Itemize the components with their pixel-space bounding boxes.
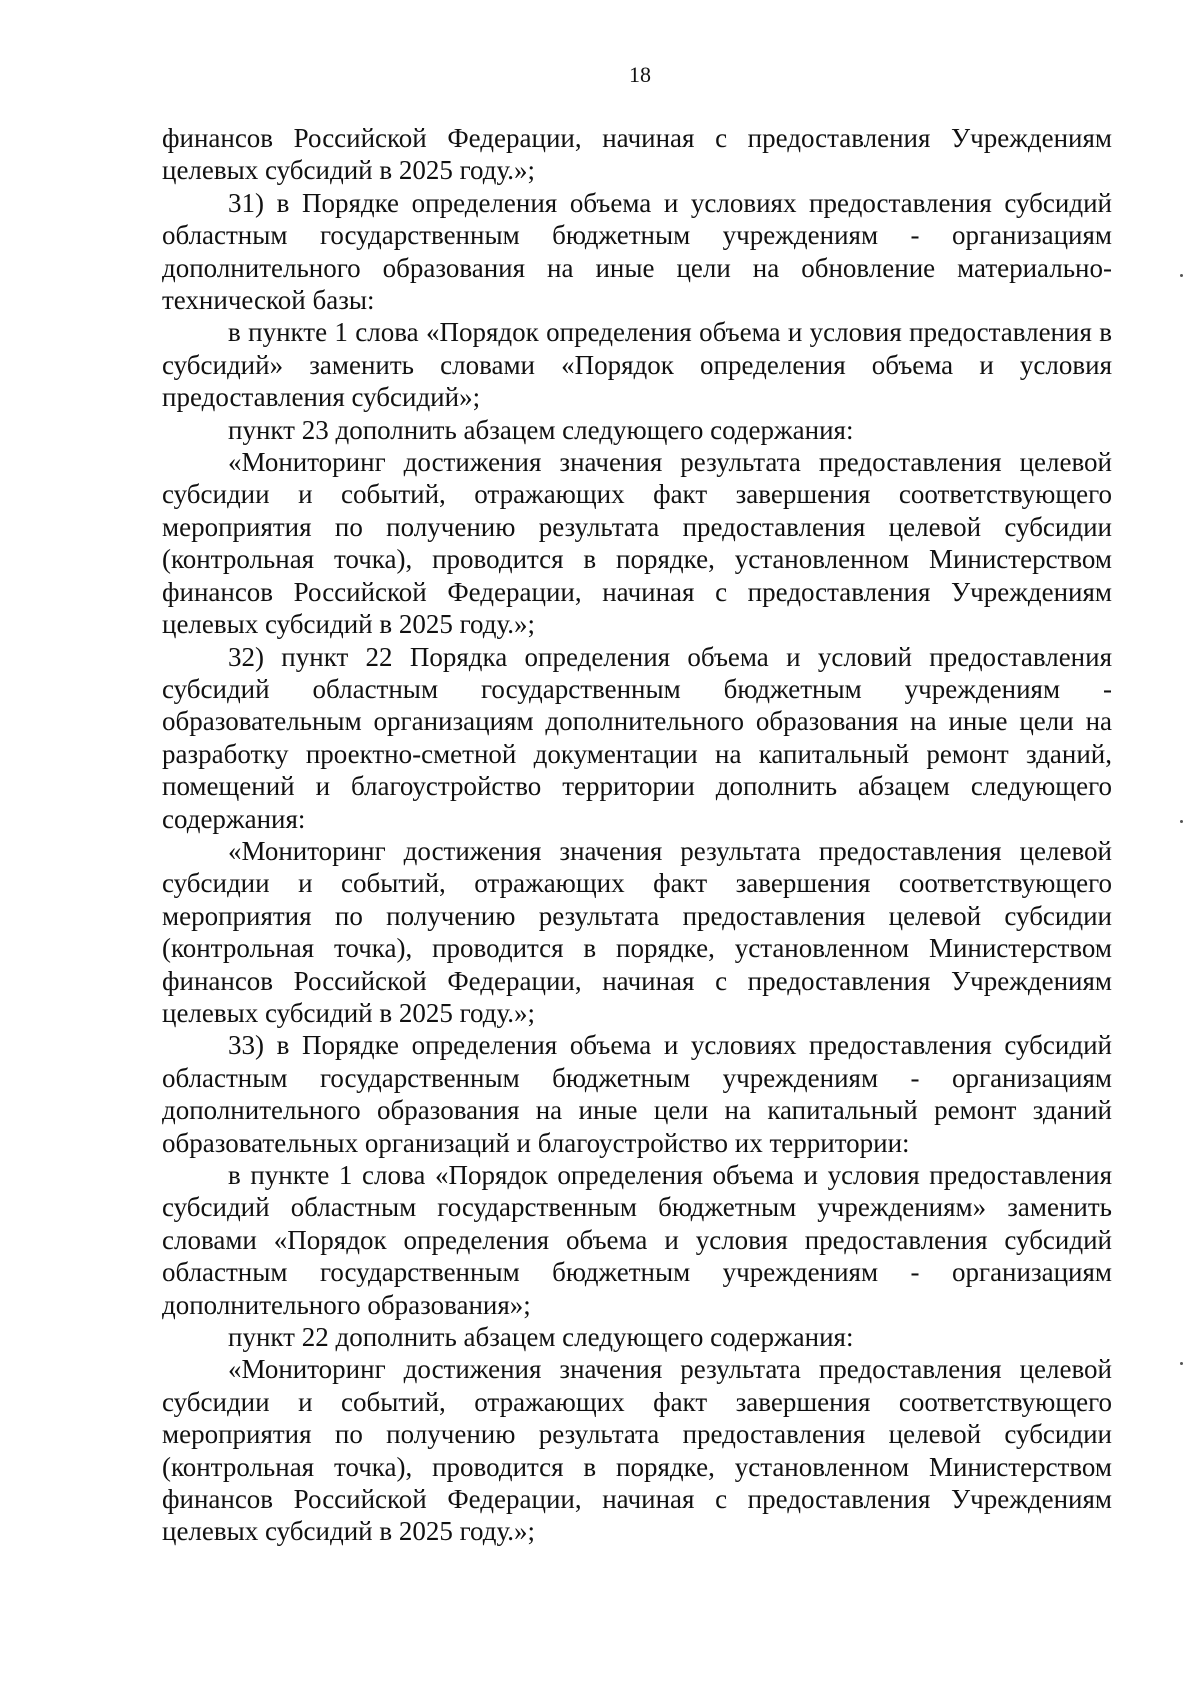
scan-speck — [1180, 274, 1183, 277]
paragraph-monitoring-quote-3: «Мониторинг достижения значения результата предоставления целевой субсидии и событий, отражающих факт завершения соответствующего мероприятия по получению результата предоставления целевой субсидии (контрольная точка), проводится в порядке, установленном Министерством финансов Российской Федерации, начиная с предоставления Учреждениям целевых субсидий в 2025 году.»; — [162, 1354, 1112, 1547]
paragraph-item-33-point-1: в пункте 1 слова «Порядок определения объема и условия предоставления субсидий областным государственным бюджетным учреждениям» заменить словами «Порядок определения объема и условия предоставления субсидий областным государственным бюджетным учреждениям - организациям дополнительного образования»; — [162, 1160, 1112, 1320]
paragraph-monitoring-quote-1: «Мониторинг достижения значения результата предоставления целевой субсидии и событий, отражающих факт завершения соответствующего мероприятия по получению результата предоставления целевой субсидии (контрольная точка), проводится в порядке, установленном Министерством финансов Российской Федерации, начиная с предоставления Учреждениям целевых субсидий в 2025 году.»; — [162, 447, 1112, 640]
paragraph-item-33: 33) в Порядке определения объема и условиях предоставления субсидий областным государственным бюджетным учреждениям - организациям дополнительного образования на иные цели на капитальный ремонт зданий образовательных организаций и благоустройство их территории: — [162, 1030, 1112, 1158]
paragraph-item-31-point-1: в пункте 1 слова «Порядок определения объема и условия предоставления в субсидий» заменить словами «Порядок определения объема и условия предоставления субсидий»; — [162, 317, 1112, 413]
scan-speck — [1180, 820, 1183, 823]
document-body — [162, 122, 1112, 1548]
paragraph-continuation: финансов Российской Федерации, начиная с предоставления Учреждениям целевых субсидий в 2025 году.»; — [162, 123, 1112, 186]
paragraph-item-33-point-22: пункт 22 дополнить абзацем следующего содержания: — [228, 1322, 854, 1353]
paragraph-item-31-point-23: пункт 23 дополнить абзацем следующего содержания: — [228, 414, 854, 445]
paragraph-monitoring-quote-2: «Мониторинг достижения значения результата предоставления целевой субсидии и событий, отражающих факт завершения соответствующего мероприятия по получению результата предоставления целевой субсидии (контрольная точка), проводится в порядке, установленном Министерством финансов Российской Федерации, начиная с предоставления Учреждениям целевых субсидий в 2025 году.»; — [162, 835, 1112, 1028]
scan-speck — [1180, 1362, 1183, 1365]
paragraph-item-32: 32) пункт 22 Порядка определения объема и условий предоставления субсидий областным государственным бюджетным учреждениям - образовательным организациям дополнительного образования на иные цели на разработку проектно-сметной документации на капитальный ремонт зданий, помещений и благоустройство территории дополнить абзацем следующего содержания: — [162, 641, 1112, 834]
page-number: 18 — [629, 62, 651, 87]
paragraph-item-31: 31) в Порядке определения объема и условиях предоставления субсидий областным государственным бюджетным учреждениям - организациям дополнительного образования на иные цели на обновление материально-технической базы: — [162, 187, 1112, 316]
